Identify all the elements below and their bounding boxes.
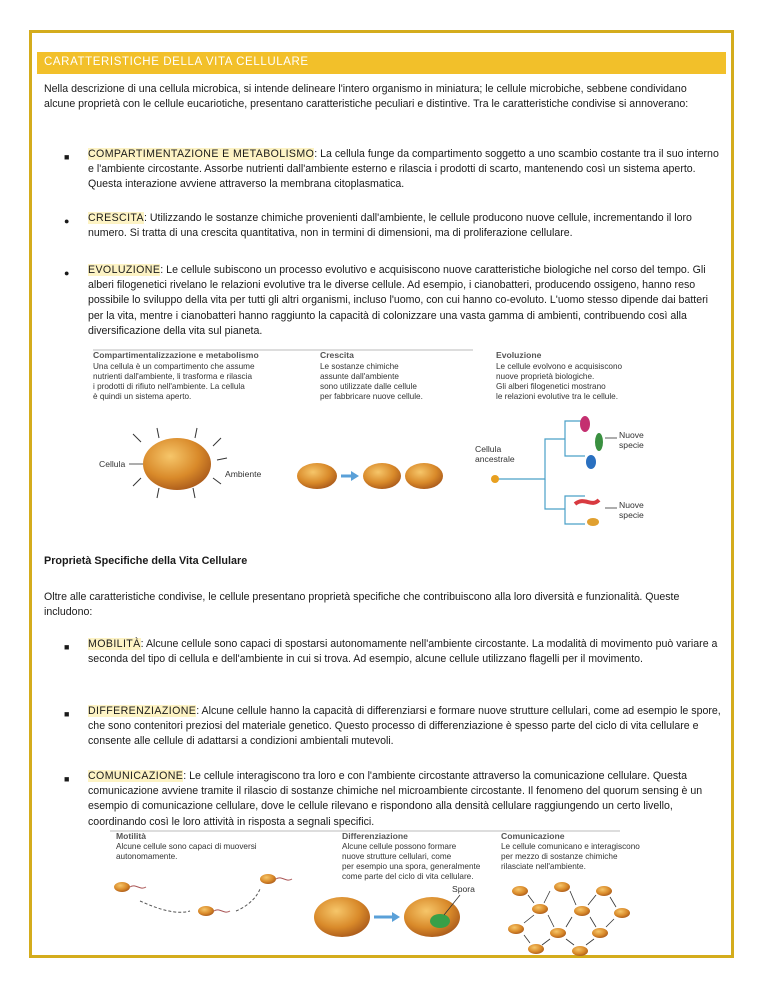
panel-caption-line: è quindi un sistema aperto.: [93, 392, 192, 401]
list-item: [88, 147, 724, 193]
list-item-text: : Le cellule interagiscono tra loro e con l'ambiente circostante attraverso la comunicazione cellulare. Questa comunicazione avviene tramite il rilascio di sostanze chimiche nel microambiente circostante. Il fenomeno del quorum sensing è un esempio di comunicazione cellulare, dove le cellule rilevano e rispondono alla densità cellulare raggiungendo un certo livello, coordinando così le loro attività in risposta a segnali specifici.: [88, 770, 703, 828]
panel-caption-line: per fabbricare nuove cellule.: [320, 392, 423, 401]
list-item-term: COMUNICAZIONE: [88, 770, 184, 782]
panel-caption-line: Le cellule evolvono e acquisiscono: [496, 362, 623, 371]
bullet-marker: ■: [64, 709, 70, 719]
panel-caption-line: Una cellula è un compartimento che assume: [93, 362, 255, 371]
spore-label: Spora: [452, 884, 475, 894]
panel-caption-line: le relazioni evolutive tra le cellule.: [496, 392, 618, 401]
bullet-marker: ■: [64, 642, 70, 652]
motile-cell: [114, 882, 130, 892]
species-cell: [575, 500, 599, 504]
cell-compartment: [143, 438, 211, 490]
panel-caption-line: Le cellule comunicano e interagiscono: [501, 842, 640, 851]
ancestral-cell: [491, 475, 499, 483]
list-item-text: : La cellula funge da compartimento soggetto a uno scambio costante tra il suo interno e l'ambiente circostante. Assorbe nutrienti dall'ambiente esterno e rilascia i prodotti di scarto, mantenendo così un sistema aperto. Questa interazione avviene attraverso la membrana citoplasmatica.: [88, 148, 719, 191]
new-species-label: specie: [619, 510, 644, 520]
list-item-term: COMPARTIMENTAZIONE E METABOLISMO: [88, 148, 315, 160]
flagellum: [276, 878, 292, 880]
panel-caption-line: assunte dall'ambiente: [320, 372, 399, 381]
phylogenetic-tree: [495, 421, 585, 524]
growth-cell: [405, 463, 443, 489]
bullet-marker: ●: [64, 216, 70, 226]
list-item-term: CRESCITA: [88, 212, 144, 224]
list-item: [88, 704, 724, 750]
cell-label: Cellula: [99, 459, 126, 469]
list-item-text: : Alcune cellule sono capaci di spostarsi autonomamente nell'ambiente circostante. La modalità di movimento può variare a seconda del tipo di cellula e dell'ambiente in cui si trova. Ad esempio, alcune cellule utilizzano flagelli per il movimento.: [88, 638, 718, 666]
motility-path-arrow: [236, 889, 260, 911]
panel-caption-line: Gli alberi filogenetici mostrano: [496, 382, 606, 391]
list-item: [88, 263, 724, 339]
new-species-label: specie: [619, 440, 644, 450]
intro-paragraph: Nella descrizione di una cellula microbica, si intende delineare l'intero organismo in miniatura; le cellule microbiche, sebbene condividano alcune proprietà con le cellule eucariotiche, presentano caratteristiche peculiari e distintive. Tra le caratteristiche condivise si annoverano:: [44, 83, 689, 111]
growth-arrowhead: [351, 471, 359, 481]
panel-caption-line: i prodotti di rifiuto nell'ambiente. La cellula: [93, 382, 245, 391]
list-item-term: MOBILITÀ: [88, 638, 141, 650]
vegetative-cell: [314, 897, 370, 937]
growth-cell: [297, 463, 337, 489]
panel-caption-line: sono utilizzate dalle cellule: [320, 382, 417, 391]
ancestral-label: Cellula: [475, 444, 502, 454]
bullet-marker: ●: [64, 268, 70, 278]
bullet-marker: ■: [64, 774, 70, 784]
species-cell: [587, 518, 599, 526]
panel-caption-line: nutrienti dall'ambiente, li trasforma e rilascia: [93, 372, 253, 381]
list-item: [88, 211, 724, 241]
ancestral-label: ancestrale: [475, 454, 515, 464]
motile-cell: [198, 906, 214, 916]
differentiation-arrowhead: [392, 912, 400, 922]
panel-title: Evoluzione: [496, 350, 542, 360]
cell-properties-figure: [110, 829, 700, 957]
list-item: [88, 769, 724, 830]
panel-title: Differenziazione: [342, 831, 408, 841]
panel-title: Compartimentalizzazione e metabolismo: [93, 350, 259, 360]
cell-characteristics-figure: [85, 346, 685, 532]
panel-title: Crescita: [320, 350, 354, 360]
panel-title: Motilità: [116, 831, 147, 841]
motile-cell: [260, 874, 276, 884]
flagellum: [214, 910, 230, 912]
panel-caption-line: autonomamente.: [116, 852, 178, 861]
list-item-text: : Alcune cellule hanno la capacità di differenziarsi e formare nuove strutture cellulari, come ad esempio le spore, che sono contenitori preziosi del materiale genetico. Questo processo di differenziazione è spesso parte del ciclo di vita cellulare e consente alle cellule di adattarsi a condizioni ambientali mutevoli.: [88, 705, 721, 748]
panel-caption-line: per esempio una spora, generalmente: [342, 862, 481, 871]
intro-paragraph: Oltre alle caratteristiche condivise, le cellule presentano proprietà specifiche che contribuiscono alla loro diversità e funzionalità. Queste includono:: [44, 591, 680, 619]
panel-caption-line: Le sostanze chimiche: [320, 362, 399, 371]
section-heading: Proprietà Specifiche della Vita Cellulare: [44, 555, 248, 567]
panel-caption-line: nuove proprietà biologiche.: [496, 372, 595, 381]
bullet-marker: ■: [64, 152, 70, 162]
species-cell: [580, 416, 590, 432]
flagellum: [130, 886, 146, 888]
spore: [430, 914, 450, 928]
list-item-term: DIFFERENZIAZIONE: [88, 705, 197, 717]
list-item-text: : Utilizzando le sostanze chimiche provenienti dall'ambiente, le cellule producono nuove cellule, incrementando il loro numero. Si tratta di una crescita quantitativa, non in termini di dimensioni, ma di proliferazione cellulare.: [88, 212, 692, 240]
panel-caption-line: rilasciate nell'ambiente.: [501, 862, 586, 871]
motility-path-arrow: [140, 901, 190, 912]
panel-title: Comunicazione: [501, 831, 565, 841]
species-cell: [586, 455, 596, 469]
panel-caption-line: come parte del ciclo di vita cellulare.: [342, 872, 474, 881]
panel-caption-line: Alcune cellule possono formare: [342, 842, 457, 851]
panel-caption-line: per mezzo di sostanze chimiche: [501, 852, 618, 861]
environment-label: Ambiente: [225, 469, 262, 479]
growth-cell: [363, 463, 401, 489]
list-item-term: EVOLUZIONE: [88, 264, 161, 276]
new-species-label: Nuove: [619, 500, 644, 510]
list-item-text: : Le cellule subiscono un processo evolutivo e acquisiscono nuove caratteristiche biologiche nel corso del tempo. Gli alberi filogenetici rivelano le relazioni evolutive tra le diverse cellule. Ad esempio, i cianobatteri, producendo ossigeno, hanno reso possibile lo sviluppo della vita per tutti gli altri organismi, incluso l'uomo, con cui hanno co-evoluto. L'uomo stesso dipende dai batteri per la vita, mentre i cianobatteri hanno raggiunto la capacità di colonizzare una vasta gamma di ambienti, contribuendo così alla diversificazione della vita sul pianeta.: [88, 264, 709, 337]
species-cell: [595, 433, 603, 451]
panel-caption-line: nuove strutture cellulari, come: [342, 852, 452, 861]
cell-cluster: [508, 882, 630, 956]
section-title-bar: [37, 52, 726, 74]
panel-caption-line: Alcune cellule sono capaci di muoversi: [116, 842, 257, 851]
new-species-label: Nuove: [619, 430, 644, 440]
list-item: [88, 637, 724, 667]
section-title: CARATTERISTICHE DELLA VITA CELLULARE: [44, 56, 309, 68]
